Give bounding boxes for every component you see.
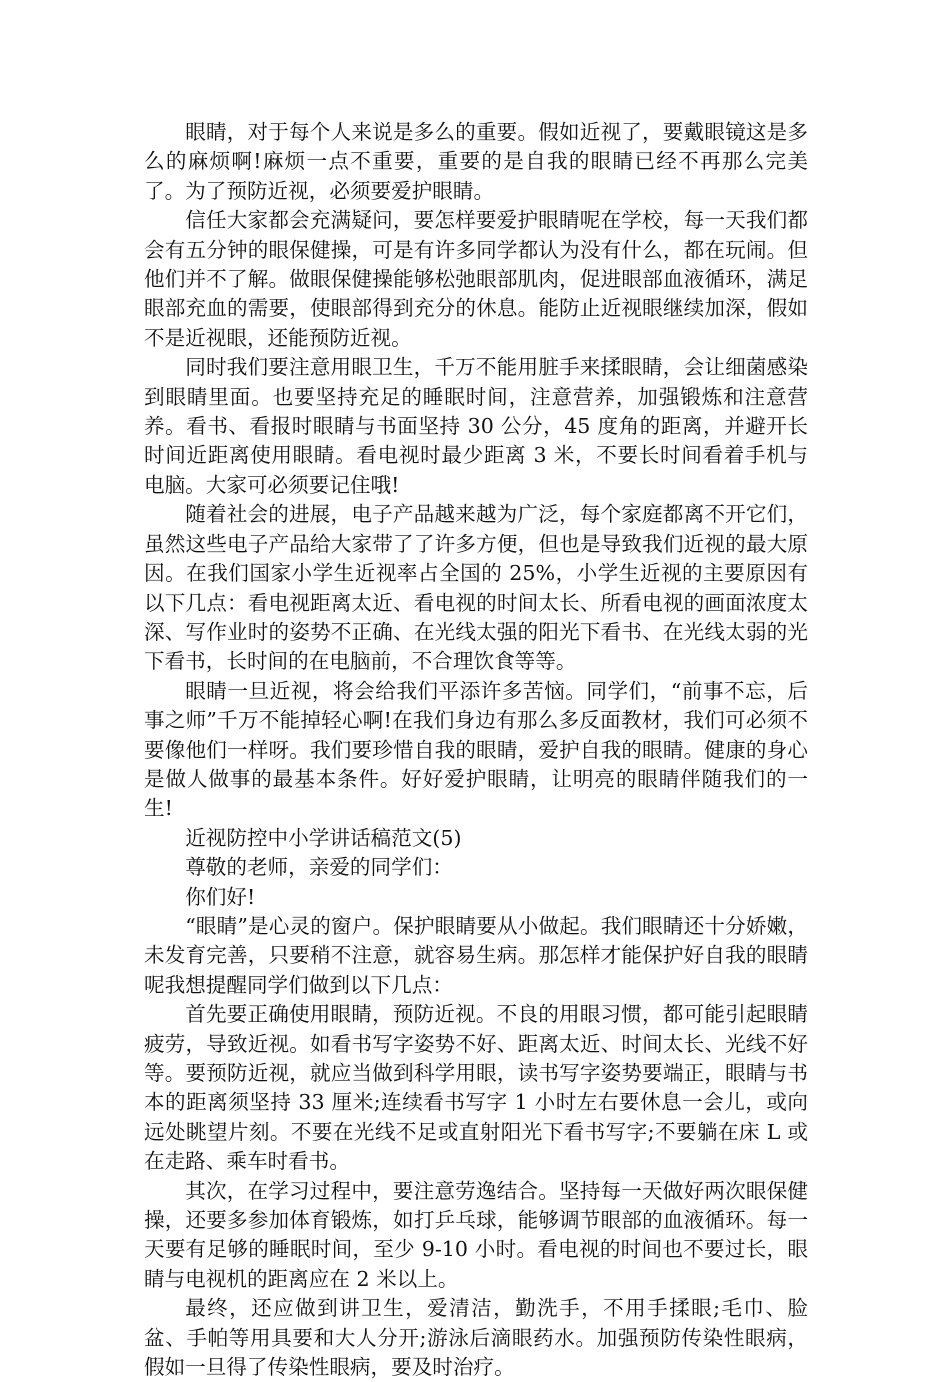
paragraph-eye-exercises: 信任大家都会充满疑问，要怎样要爱护眼睛呢在学校，每一天我们都会有五分钟的眼保健操，可是有许多同学都认为没有什么，都在玩闹。但他们并不了解。做眼保健操能够松弛眼部肌肉，促进眼部血液循环，满足眼部充血的需要，使眼部得到充分的休息。能防止近视眼继续加深，假如不是近视眼，还能预防近视。 [144,208,808,350]
paragraph-first-point: 首先要正确使用眼睛，预防近视。不良的用眼习惯，都可能引起眼睛疲劳，导致近视。如看书写字姿势不好、距离太近、时间太长、光线不好等。要预防近视，就应当做到科学用眼，读书写字姿势要端正，眼睛与书本的距离须坚持 33 厘米;连续看书写字 1 小时左右要休息一会儿，或向远处眺望片刻。不要在光线不足或直射阳光下看书写字;不要躺在床 L 或在走路、乘车时看书。 [144,1002,808,1174]
section-title: 近视防控中小学讲话稿范文(5) [185,825,462,850]
paragraph-second-point: 其次，在学习过程中，要注意劳逸结合。坚持每一天做好两次眼保健操，还要多参加体育锻炼，如打乒乓球，能够调节眼部的血液循环。每一天要有足够的睡眠时间，至少 9-10 小时。看电视的时间也不要过长，眼睛与电视机的距离应在 2 米以上。 [144,1178,808,1291]
salutation: 尊敬的老师，亲爱的同学们： [185,855,453,880]
paragraph-conclusion: 眼睛一旦近视，将会给我们平添许多苦恼。同学们，“前事不忘，后事之师”千万不能掉轻心啊!在我们身边有那么多反面教材，我们可必须不要像他们一样呀。我们要珍惜自我的眼睛，爱护自我的眼睛。健康的身心是做人做事的最基本条件。好好爱护眼睛，让明亮的眼睛伴随我们的一生! [144,678,808,821]
paragraph-electronics: 随着社会的进展，电子产品越来越为广泛，每个家庭都离不开它们，虽然这些电子产品给大家带了了许多方便，但也是导致我们近视的最大原因。在我们国家小学生近视率占全国的 25%，小学生近视的主要原因有以下几点：看电视距离太近、看电视的时间太长、所看电视的画面浓度太深、写作业时的姿势不正确、在光线太强的阳光下看书、在光线太弱的光下看书，长时间的在电脑前，不合理饮食等等。 [144,502,808,674]
paragraph-final-point: 最终，还应做到讲卫生，爱清洁，勤洗手，不用手揉眼;毛巾、脸盆、手帕等用具要和大人分开;游泳后滴眼药水。加强预防传染性眼病，假如一旦得了传染性眼病，要及时治疗。 [144,1296,808,1380]
document-body [144,118,808,1382]
paragraph-eyes-window: “眼睛”是心灵的窗户。保护眼睛要从小做起。我们眼睛还十分娇嫩，未发育完善，只要稍不注意，就容易生病。那怎样才能保护好自我的眼睛呢我想提醒同学们做到以下几点： [144,913,808,997]
greeting: 你们好! [185,884,256,909]
paragraph-eye-hygiene: 同时我们要注意用眼卫生，千万不能用脏手来揉眼睛，会让细菌感染到眼睛里面。也要坚持充足的睡眠时间，注意营养，加强锻炼和注意营养。看书、看报时眼睛与书面坚持 30 公分，45 度角的距离，并避开长时间近距离使用眼睛。看电视时最少距离 3 米，不要长时间看着手机与电脑。大家可必须要记住哦! [144,355,808,497]
paragraph-eye-importance: 眼睛，对于每个人来说是多么的重要。假如近视了，要戴眼镜这是多么的麻烦啊!麻烦一点不重要，重要的是自我的眼睛已经不再那么完美了。为了预防近视，必须要爱护眼睛。 [144,120,808,203]
